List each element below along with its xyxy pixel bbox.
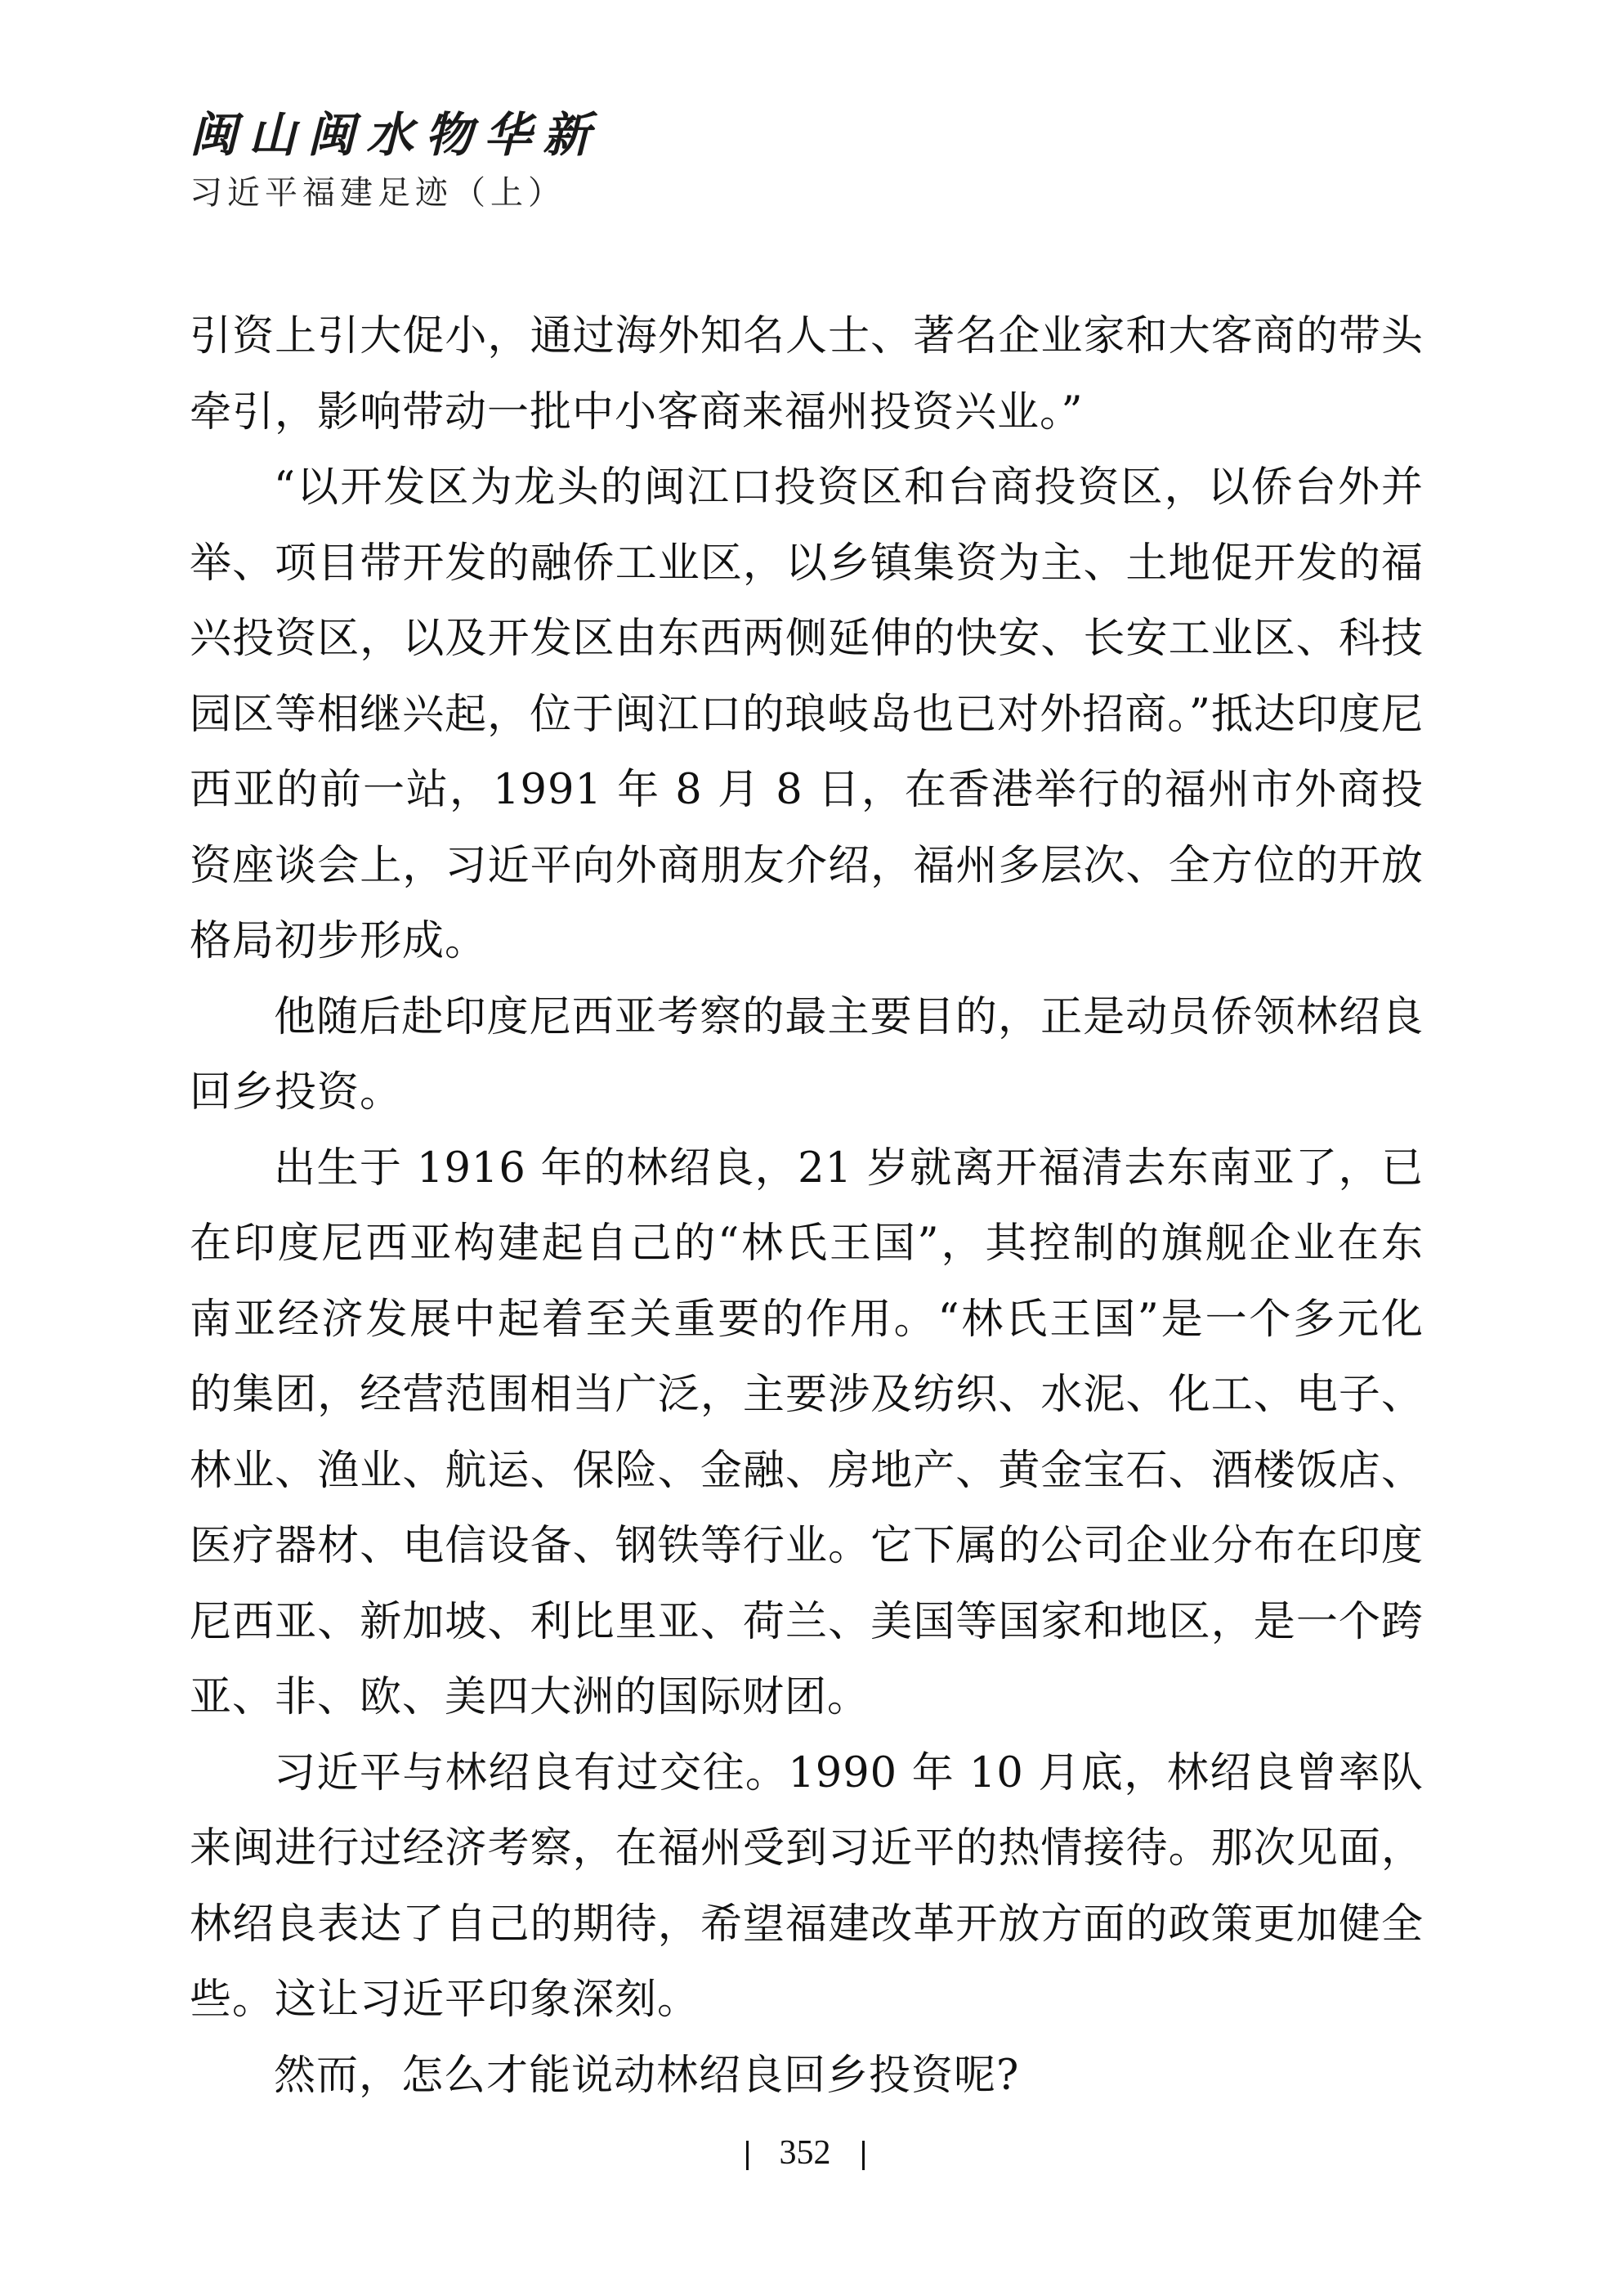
paragraph-1: 引资上引大促小，通过海外知名人士、著名企业家和大客商的带头牵引，影响带动一批中小客商来福州投资兴业。” [190, 312, 1424, 436]
footer-right-rule [862, 2141, 865, 2170]
book-title: 闽山闽水物华新 [190, 107, 602, 163]
paragraph-6: 然而，怎么才能说动林绍良回乡投资呢? [274, 2051, 1020, 2100]
book-subtitle: 习近平福建足迹（上） [190, 174, 566, 212]
running-header [190, 105, 1007, 216]
page-footer [0, 2128, 1610, 2177]
footer-left-rule [746, 2141, 749, 2170]
paragraph-4: 出生于 1916 年的林绍良，21 岁就离开福清去东南亚了，已在印度尼西亚构建起自己的“林氏王国”，其控制的旗舰企业在东南亚经济发展中起着至关重要的作用。“林氏王国”是一个多元化的集团，经营范围相当广泛，主要涉及纺织、水泥、化工、电子、林业、渔业、航运、保险、金融、房地产、黄金宝石、酒楼饭店、医疗器材、电信设备、钢铁等行业。它下属的公司企业分布在印度尼西亚、新加坡、利比里亚、荷兰、美国等国家和地区，是一个跨亚、非、欧、美四大洲的国际财团。 [190, 1144, 1424, 1721]
paragraph-3: 他随后赴印度尼西亚考察的最主要目的，正是动员侨领林绍良回乡投资。 [190, 992, 1424, 1117]
paragraph-2: “以开发区为龙头的闽江口投资区和台商投资区，以侨台外并举、项目带开发的融侨工业区，以乡镇集资为主、土地促开发的福兴投资区，以及开发区由东西两侧延伸的快安、长安工业区、科技园区等相继兴起，位于闽江口的琅岐岛也已对外招商。”抵达印度尼西亚的前一站，1991 年 8 月 8 日，在香港举行的福州市外商投资座谈会上，习近平向外商朋友介绍，福州多层次、全方位的开放格局初步形成。 [190, 463, 1424, 965]
paragraph-5: 习近平与林绍良有过交往。1990 年 10 月底，林绍良曾率队来闽进行过经济考察，在福州受到习近平的热情接待。那次见面，林绍良表达了自己的期待，希望福建改革开放方面的政策更加健全些。这让习近平印象深刻。 [190, 1748, 1424, 2024]
page-number: 352 [779, 2134, 831, 2172]
page-body [190, 299, 1424, 2114]
